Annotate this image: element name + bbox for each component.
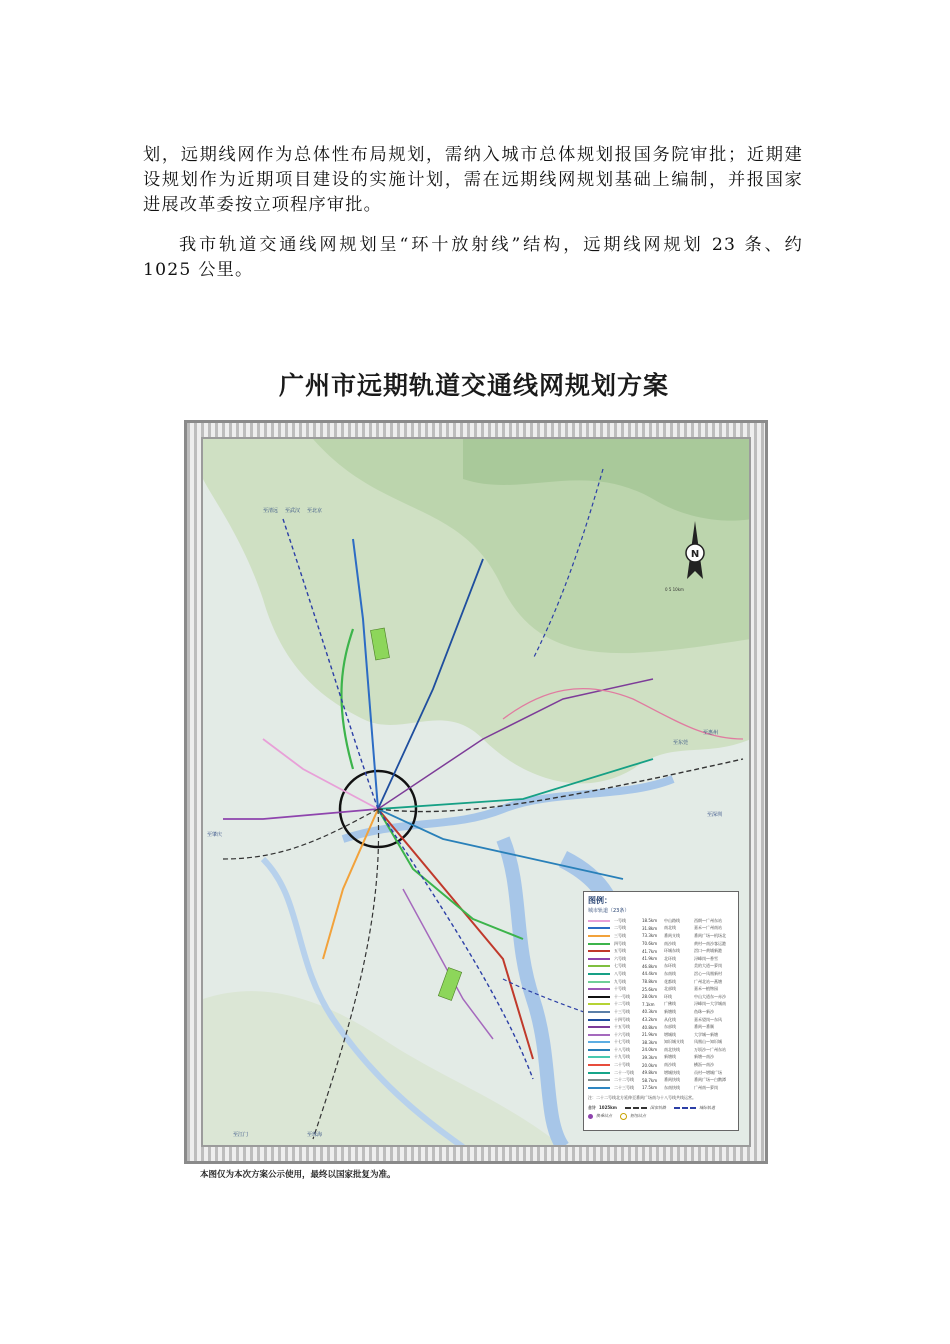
legend-name: 十四号线	[614, 1016, 630, 1022]
legend-row	[588, 1069, 734, 1077]
legend-b: 嘉禾望岗—东风	[694, 1016, 722, 1022]
legend-a: 环线	[664, 993, 672, 999]
legend-a: 从化线	[664, 1016, 676, 1022]
legend-b: 浔峰岗—香雪	[694, 955, 718, 961]
map-legend	[583, 891, 739, 1131]
legend-note: 注：二十二号线北方延伸至番禺广场南与十八号线共线运营。	[588, 1094, 696, 1100]
legend-km: 70.6km	[642, 941, 658, 947]
legend-name: 二十三号线	[614, 1084, 634, 1090]
legend-b: 万顷沙—广州东站	[694, 1046, 726, 1052]
body-paragraph-2: 我市轨道交通线网规划呈“环十放射线”结构，远期线网规划 23 条、约 1025 公里。	[143, 235, 803, 280]
legend-a: 花都线	[664, 978, 676, 984]
legend-hub: 枢纽站点	[620, 1113, 646, 1120]
map-label-zhaoqing: 至肇庆	[207, 832, 223, 838]
legend-km: 49.8km	[642, 1070, 658, 1076]
line-swatch-icon	[588, 988, 610, 990]
hub-station-icon	[620, 1113, 627, 1120]
legend-row	[588, 1076, 734, 1084]
legend-km: 25.6km	[642, 986, 658, 992]
legend-b: 嘉禾—植物园	[694, 986, 718, 992]
legend-row	[588, 1039, 734, 1047]
line-swatch-icon	[588, 935, 610, 937]
legend-name: 二十二号线	[614, 1077, 634, 1083]
legend-km: 31.8km	[642, 925, 658, 931]
legend-b: 横沥—南沙	[694, 1062, 714, 1068]
legend-name: 十二号线	[614, 1001, 630, 1007]
north-letter: N	[690, 549, 700, 560]
legend-railway: 国家铁路	[625, 1105, 666, 1111]
legend-name: 十九号线	[614, 1054, 630, 1060]
line-swatch-icon	[588, 1011, 610, 1013]
legend-a: 南北线	[664, 925, 676, 931]
map-label-huizhou: 至惠州	[703, 730, 719, 736]
legend-name: 十三号线	[614, 1008, 630, 1014]
legend-b: 中山大道东—赤沙	[694, 993, 726, 999]
legend-row	[588, 1016, 734, 1024]
line-swatch-icon	[588, 1087, 610, 1089]
legend-b: 番禺广场—机场北	[694, 932, 726, 938]
legend-row	[588, 1008, 734, 1016]
legend-km: 78.8km	[642, 979, 658, 985]
legend-row	[588, 955, 734, 963]
legend-subtitle: 城市轨道（23条）	[588, 908, 630, 914]
legend-km: 41.9km	[642, 956, 658, 962]
line-swatch-icon	[588, 958, 610, 960]
legend-a: 知识城支线	[664, 1039, 684, 1045]
legend-row	[588, 1084, 734, 1092]
legend-a: 南沙线	[664, 940, 676, 946]
legend-name: 二十号线	[614, 1062, 630, 1068]
legend-title: 图例：	[588, 896, 612, 905]
legend-row	[588, 993, 734, 1001]
legend-b: 广州北站—燕塘	[694, 978, 722, 984]
legend-b: 滘口—黄埔新港	[694, 948, 722, 954]
legend-km: 41.7km	[642, 948, 658, 954]
legend-a: 番禺快线	[664, 1077, 680, 1083]
legend-row	[588, 1031, 734, 1039]
legend-km: 21.9km	[642, 1032, 658, 1038]
legend-name: 六号线	[614, 955, 626, 961]
legend-name: 七号线	[614, 963, 626, 969]
line-swatch-icon	[588, 1026, 610, 1028]
legend-row	[588, 970, 734, 978]
legend-name: 二号线	[614, 925, 626, 931]
railway-line-icon	[625, 1107, 647, 1109]
map-label-qingyuan: 至清远	[263, 508, 279, 514]
intercity-line-icon	[674, 1107, 696, 1109]
legend-row	[588, 1001, 734, 1009]
line-swatch-icon	[588, 1049, 610, 1051]
legend-a: 北环线	[664, 955, 676, 961]
legend-name: 四号线	[614, 940, 626, 946]
legend-name: 十号线	[614, 986, 626, 992]
legend-rows	[588, 917, 734, 1092]
map-label-beijing: 至北京	[307, 508, 323, 514]
legend-a: 新塘线	[664, 1054, 676, 1060]
legend-row	[588, 947, 734, 955]
legend-name: 九号线	[614, 978, 626, 984]
transfer-station-icon	[588, 1114, 593, 1119]
line-swatch-icon	[588, 1079, 610, 1081]
legend-row	[588, 1046, 734, 1054]
legend-row	[588, 1023, 734, 1031]
legend-b: 滘心—凤凰新村	[694, 970, 722, 976]
legend-km: 40.3km	[642, 1009, 658, 1015]
legend-name: 十一号线	[614, 993, 630, 999]
legend-km: 17.5km	[642, 1085, 658, 1091]
line-swatch-icon	[588, 927, 610, 929]
legend-km: 58.7km	[642, 1077, 658, 1083]
legend-row	[588, 1054, 734, 1062]
line-swatch-icon	[588, 1056, 610, 1058]
legend-a: 东南线	[664, 970, 676, 976]
legend-row	[588, 1061, 734, 1069]
line-swatch-icon	[588, 1019, 610, 1021]
legend-b: 美的大道—萝岗	[694, 963, 722, 969]
map-label-shenzhen: 至深圳	[707, 812, 723, 818]
legend-row	[588, 963, 734, 971]
line-swatch-icon	[588, 965, 610, 967]
legend-a: 南沙线	[664, 1062, 676, 1068]
map-label-zhuhai: 至珠海	[307, 1132, 323, 1138]
legend-a: 南北快线	[664, 1046, 680, 1052]
map-frame	[184, 420, 768, 1164]
legend-km: 7.1km	[642, 1001, 655, 1007]
line-swatch-icon	[588, 1064, 610, 1066]
legend-b: 浔峰岗—大学城南	[694, 1001, 726, 1007]
legend-footer	[588, 1105, 734, 1120]
legend-row	[588, 985, 734, 993]
map-label-jiangmen: 至江门	[233, 1132, 249, 1138]
metro-plan-map-figure	[176, 352, 772, 1188]
map-label-dongguan: 至东莞	[673, 740, 689, 746]
line-swatch-icon	[588, 920, 610, 922]
legend-name: 二十一号线	[614, 1069, 634, 1075]
legend-row	[588, 932, 734, 940]
legend-km: 18.5km	[642, 918, 658, 924]
line-swatch-icon	[588, 950, 610, 952]
map-title: 广州市远期轨道交通线网规划方案	[278, 371, 669, 400]
legend-a: 番禺支线	[664, 932, 680, 938]
legend-total: 合计 1025km	[588, 1104, 617, 1111]
line-swatch-icon	[588, 943, 610, 945]
line-swatch-icon	[588, 973, 610, 975]
line-swatch-icon	[588, 1034, 610, 1036]
legend-b: 嘉禾—广州南站	[694, 925, 722, 931]
map-canvas	[201, 437, 751, 1147]
legend-km: 38.3km	[642, 1039, 658, 1045]
line-swatch-icon	[588, 996, 610, 998]
legend-intercity: 城际轨道	[674, 1105, 715, 1111]
legend-name: 十八号线	[614, 1046, 630, 1052]
legend-km: 73.3km	[642, 933, 658, 939]
legend-b: 员村—增城广场	[694, 1069, 722, 1075]
legend-b: 新塘—南沙	[694, 1054, 714, 1060]
map-caption: 本图仅为本次方案公示使用，最终以国家批复为准。	[200, 1170, 396, 1180]
legend-b: 西朗—广州东站	[694, 917, 722, 923]
legend-name: 十五号线	[614, 1024, 630, 1030]
legend-a: 东部线	[664, 1024, 676, 1030]
legend-km: 46.8km	[642, 963, 658, 969]
line-swatch-icon	[588, 1003, 610, 1005]
legend-row	[588, 917, 734, 925]
legend-km: 20.0km	[642, 1062, 658, 1068]
map-scale: 0 5 10km	[665, 587, 684, 592]
legend-a: 增城线	[664, 1031, 676, 1037]
legend-transfer: 换乘站点	[588, 1113, 612, 1120]
map-label-wuhan: 至武汉	[285, 508, 301, 514]
legend-a: 增城快线	[664, 1069, 680, 1075]
legend-km: 40.8km	[642, 1024, 658, 1030]
legend-b: 番禺—番顺	[694, 1024, 714, 1030]
legend-b: 番禺广场—白鹅潭	[694, 1077, 726, 1083]
legend-b: 黄村—南沙客运港	[694, 940, 726, 946]
legend-name: 五号线	[614, 948, 626, 954]
legend-km: 43.2km	[642, 1017, 658, 1023]
legend-a: 环城东线	[664, 948, 680, 954]
line-swatch-icon	[588, 981, 610, 983]
legend-b: 凤凰山—知识城	[694, 1039, 722, 1045]
legend-a: 中山路线	[664, 917, 680, 923]
line-swatch-icon	[588, 1072, 610, 1074]
legend-a: 新塘线	[664, 1008, 676, 1014]
legend-km: 28.0km	[642, 994, 658, 1000]
legend-name: 十六号线	[614, 1031, 630, 1037]
legend-name: 十七号线	[614, 1039, 630, 1045]
legend-b: 大学城—新塘	[694, 1031, 718, 1037]
legend-name: 八号线	[614, 970, 626, 976]
legend-a: 东南快线	[664, 1084, 680, 1090]
legend-b: 广州南—萝岗	[694, 1084, 718, 1090]
legend-km: 39.3km	[642, 1054, 658, 1060]
line-swatch-icon	[588, 1041, 610, 1043]
legend-row	[588, 925, 734, 933]
body-paragraph-1: 划，远期线网作为总体性布局规划，需纳入城市总体规划报国务院审批；近期建设规划作为近期项目建设的实施计划，需在远期线网规划基础上编制，并报国家进展改革委按立项程序审批。	[143, 145, 803, 215]
legend-row	[588, 978, 734, 986]
legend-a: 广佛线	[664, 1001, 676, 1007]
legend-row	[588, 940, 734, 948]
legend-name: 三号线	[614, 932, 626, 938]
legend-km: 24.0km	[642, 1047, 658, 1053]
legend-a: 东环线	[664, 963, 676, 969]
legend-km: 44.4km	[642, 971, 658, 977]
legend-name: 一号线	[614, 917, 626, 923]
legend-b: 鱼珠—新沙	[694, 1008, 714, 1014]
legend-a: 北部线	[664, 986, 676, 992]
